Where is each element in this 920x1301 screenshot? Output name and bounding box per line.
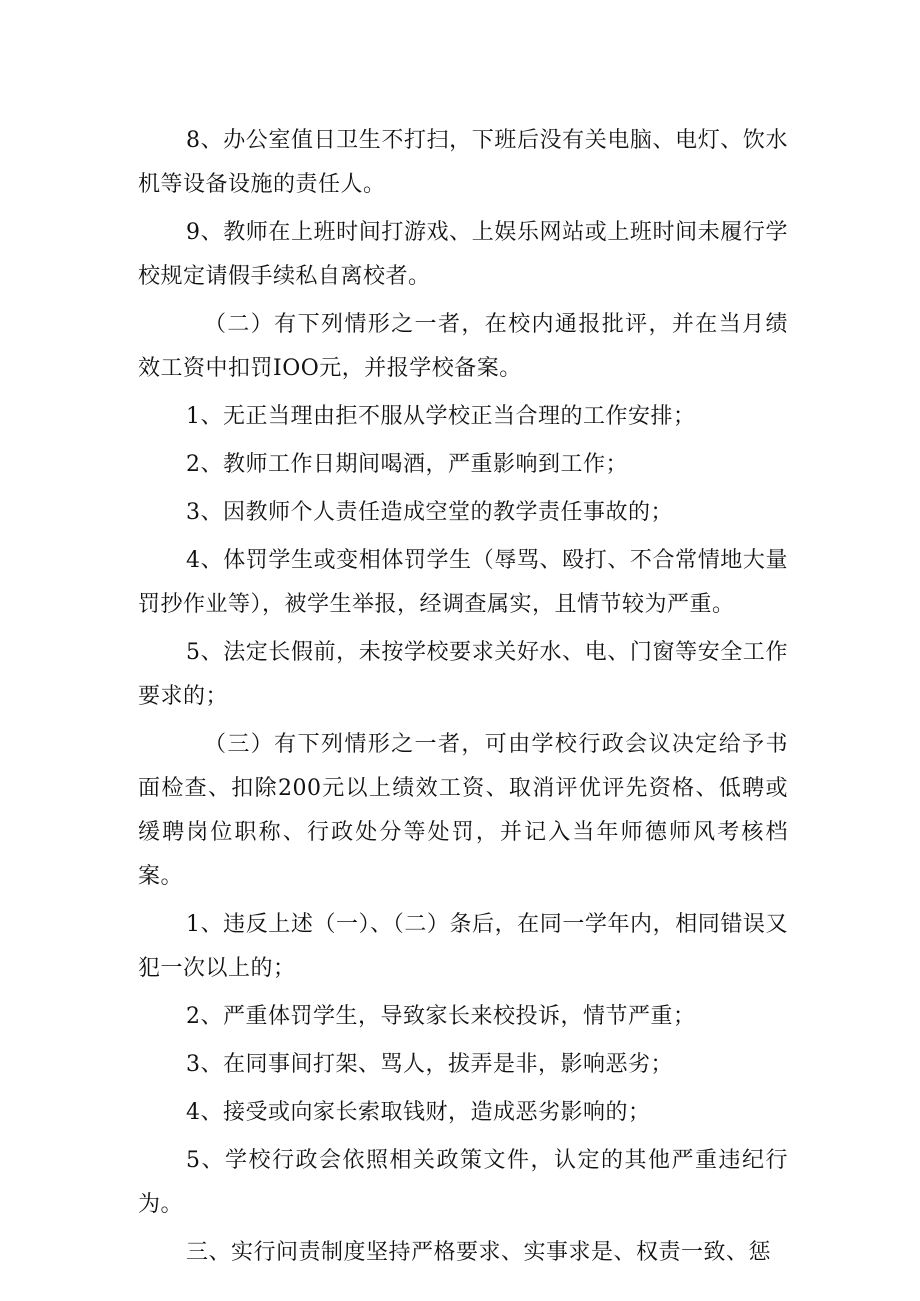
paragraph-item-2: 2、教师工作日期间喝酒，严重影响到工作； (186, 452, 628, 477)
paragraph-item-3: 3、在同事间打架、骂人，拔弄是非，影响恶劣； (186, 1052, 673, 1077)
document-body (138, 119, 788, 1279)
paragraph-item-9: 9、教师在上班时间打游戏、上娱乐网站或上班时间未履行学校规定请假手续私自离校者。 (138, 220, 788, 289)
paragraph-item-5: 5、法定长假前，未按学校要求关好水、电、门窗等安全工作要求的； (138, 640, 788, 709)
section-heading-2: （二）有下列情形之一者，在校内通报批评，并在当月绩效工资中扣罚IOO元，并报学校备案。 (138, 312, 788, 381)
paragraph-item-1: 1、无正当理由拒不服从学校正当合理的工作安排； (186, 404, 696, 429)
paragraph-item-8: 8、办公室值日卫生不打扫，下班后没有关电脑、电灯、饮水机等设备设施的责任人。 (138, 128, 788, 197)
paragraph-item-5: 5、学校行政会依照相关政策文件，认定的其他严重违纪行为。 (138, 1148, 788, 1217)
paragraph-item-4: 4、体罚学生或变相体罚学生（辱骂、殴打、不合常情地大量罚抄作业等），被学生举报，经调查属实，且情节较为严重。 (138, 548, 788, 617)
section-heading-three: 三、实行问责制度坚持严格要求、实事求是、权责一致、惩 (186, 1240, 772, 1265)
paragraph-item-2: 2、严重体罚学生，导致家长来校投诉，情节严重； (186, 1004, 696, 1029)
paragraph-item-4: 4、接受或向家长索取钱财，造成恶劣影响的； (186, 1100, 651, 1125)
paragraph-item-3: 3、因教师个人责任造成空堂的教学责任事故的； (186, 500, 673, 525)
paragraph-item-1: 1、违反上述（一）、（二）条后，在同一学年内，相同错误又犯一次以上的； (138, 912, 788, 981)
section-heading-3: （三）有下列情形之一者，可由学校行政会议决定给予书面检查、扣除200元以上绩效工资、取消评优评先资格、低聘或缓聘岗位职称、行政处分等处罚，并记入当年师德师风考核档案。 (138, 732, 788, 889)
